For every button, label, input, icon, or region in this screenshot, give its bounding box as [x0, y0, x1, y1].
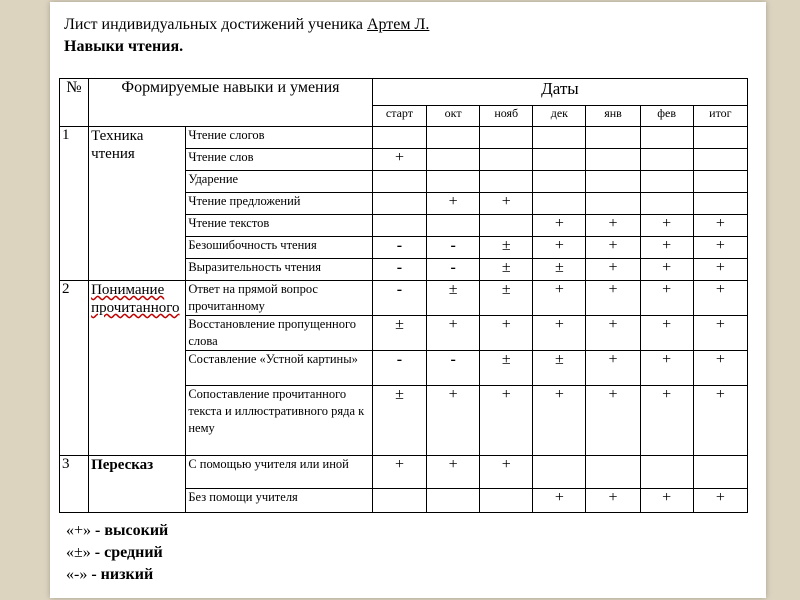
skill-name: С помощью учителя или иной [186, 456, 373, 489]
mark-cell: + [640, 316, 693, 351]
mark-cell: ± [427, 281, 480, 316]
date-header: дек [533, 106, 586, 127]
mark-cell [586, 149, 640, 171]
section-number: 3 [60, 456, 89, 513]
mark-cell: + [586, 281, 640, 316]
mark-cell: - [372, 259, 426, 281]
mark-cell [372, 193, 426, 215]
section-name: Пересказ [89, 456, 186, 513]
mark-cell: + [480, 386, 533, 456]
mark-cell [640, 193, 693, 215]
legend-item-high: «+» - высокий [66, 522, 169, 539]
mark-cell: + [693, 215, 747, 237]
mark-cell: + [640, 259, 693, 281]
mark-cell: + [640, 351, 693, 386]
mark-cell [533, 149, 586, 171]
mark-cell: + [427, 316, 480, 351]
mark-cell: + [586, 489, 640, 513]
mark-cell: + [533, 215, 586, 237]
section-number: 1 [60, 127, 89, 281]
mark-cell: ± [372, 316, 426, 351]
mark-cell [640, 149, 693, 171]
mark-cell: - [427, 351, 480, 386]
skill-name: Составление «Устной картины» [186, 351, 373, 386]
mark-cell: + [372, 456, 426, 489]
mark-cell: ± [480, 259, 533, 281]
mark-cell [640, 456, 693, 489]
mark-cell: + [693, 281, 747, 316]
header-line-1 [64, 14, 429, 36]
mark-cell [533, 193, 586, 215]
mark-cell [427, 127, 480, 149]
mark-cell: + [586, 259, 640, 281]
document-page [50, 2, 766, 598]
mark-cell: + [693, 316, 747, 351]
mark-cell [693, 193, 747, 215]
mark-cell: + [586, 316, 640, 351]
mark-cell [640, 127, 693, 149]
skill-name: Ударение [186, 171, 373, 193]
date-header: нояб [480, 106, 533, 127]
mark-cell [372, 215, 426, 237]
mark-cell: + [533, 316, 586, 351]
mark-cell: + [533, 281, 586, 316]
mark-cell: + [427, 193, 480, 215]
mark-cell: + [640, 386, 693, 456]
skill-name: Чтение слов [186, 149, 373, 171]
mark-cell: + [693, 489, 747, 513]
mark-cell [586, 193, 640, 215]
mark-cell [693, 456, 747, 489]
mark-cell: ± [480, 351, 533, 386]
mark-cell: - [427, 237, 480, 259]
mark-cell: + [693, 386, 747, 456]
mark-cell: + [533, 237, 586, 259]
date-header: итог [693, 106, 747, 127]
date-header: фев [640, 106, 693, 127]
legend-item-medium: «±» - средний [66, 544, 163, 561]
skill-name: Ответ на прямой вопрос прочитанному [186, 281, 373, 316]
legend [66, 520, 168, 586]
mark-cell: + [586, 386, 640, 456]
mark-cell [427, 149, 480, 171]
mark-cell [372, 127, 426, 149]
mark-cell: + [427, 456, 480, 489]
mark-cell: ± [533, 351, 586, 386]
mark-cell: ± [480, 237, 533, 259]
mark-cell: ± [480, 281, 533, 316]
mark-cell [640, 171, 693, 193]
skill-name: Выразительность чтения [186, 259, 373, 281]
mark-cell: - [372, 281, 426, 316]
mark-cell [533, 171, 586, 193]
mark-cell: + [533, 386, 586, 456]
mark-cell: + [586, 351, 640, 386]
skill-name: Чтение слогов [186, 127, 373, 149]
mark-cell [586, 171, 640, 193]
mark-cell [427, 171, 480, 193]
mark-cell [427, 489, 480, 513]
mark-cell: + [693, 237, 747, 259]
mark-cell [372, 171, 426, 193]
mark-cell [480, 127, 533, 149]
mark-cell: + [586, 215, 640, 237]
mark-cell: + [640, 215, 693, 237]
mark-cell [693, 149, 747, 171]
date-header: окт [427, 106, 480, 127]
column-header-number: № [60, 79, 89, 127]
document-header [64, 14, 429, 58]
legend-item-low: «-» - низкий [66, 566, 154, 583]
skill-name: Восстановление пропущенного слова [186, 316, 373, 351]
section-name: Понимание прочитанного [89, 281, 186, 456]
mark-cell [533, 456, 586, 489]
mark-cell: + [533, 489, 586, 513]
mark-cell: - [427, 259, 480, 281]
student-name: Артем Л. [366, 16, 430, 33]
header-subtitle: Навыки чтения. [64, 38, 184, 55]
table-row [60, 281, 748, 316]
skill-name: Чтение текстов [186, 215, 373, 237]
mark-cell: + [480, 193, 533, 215]
mark-cell [586, 456, 640, 489]
mark-cell: + [640, 281, 693, 316]
mark-cell: ± [372, 386, 426, 456]
section-name: Техника чтения [89, 127, 186, 281]
date-header: янв [586, 106, 640, 127]
skill-name: Чтение предложений [186, 193, 373, 215]
mark-cell [480, 489, 533, 513]
column-header-skills: Формируемые навыки и умения [89, 79, 373, 127]
mark-cell: + [640, 237, 693, 259]
mark-cell [480, 171, 533, 193]
date-header: старт [372, 106, 426, 127]
table-body [60, 127, 748, 513]
mark-cell: + [693, 351, 747, 386]
mark-cell: + [480, 316, 533, 351]
mark-cell [480, 215, 533, 237]
column-header-dates: Даты [372, 79, 747, 106]
achievement-table [59, 78, 748, 513]
mark-cell [533, 127, 586, 149]
table-row [60, 456, 748, 489]
header-title: Лист индивидуальных достижений ученика [64, 16, 363, 33]
mark-cell [372, 489, 426, 513]
mark-cell: + [427, 386, 480, 456]
mark-cell [693, 171, 747, 193]
mark-cell: - [372, 351, 426, 386]
mark-cell: + [480, 456, 533, 489]
mark-cell: + [586, 237, 640, 259]
mark-cell [427, 215, 480, 237]
skill-name: Без помощи учителя [186, 489, 373, 513]
skill-name: Сопоставление прочитанного текста и иллюстративного ряда к нему [186, 386, 373, 456]
mark-cell: + [640, 489, 693, 513]
mark-cell: ± [533, 259, 586, 281]
table-row [60, 127, 748, 149]
mark-cell [693, 127, 747, 149]
mark-cell [586, 127, 640, 149]
mark-cell: + [693, 259, 747, 281]
mark-cell: - [372, 237, 426, 259]
section-number: 2 [60, 281, 89, 456]
mark-cell [480, 149, 533, 171]
mark-cell: + [372, 149, 426, 171]
skill-name: Безошибочность чтения [186, 237, 373, 259]
